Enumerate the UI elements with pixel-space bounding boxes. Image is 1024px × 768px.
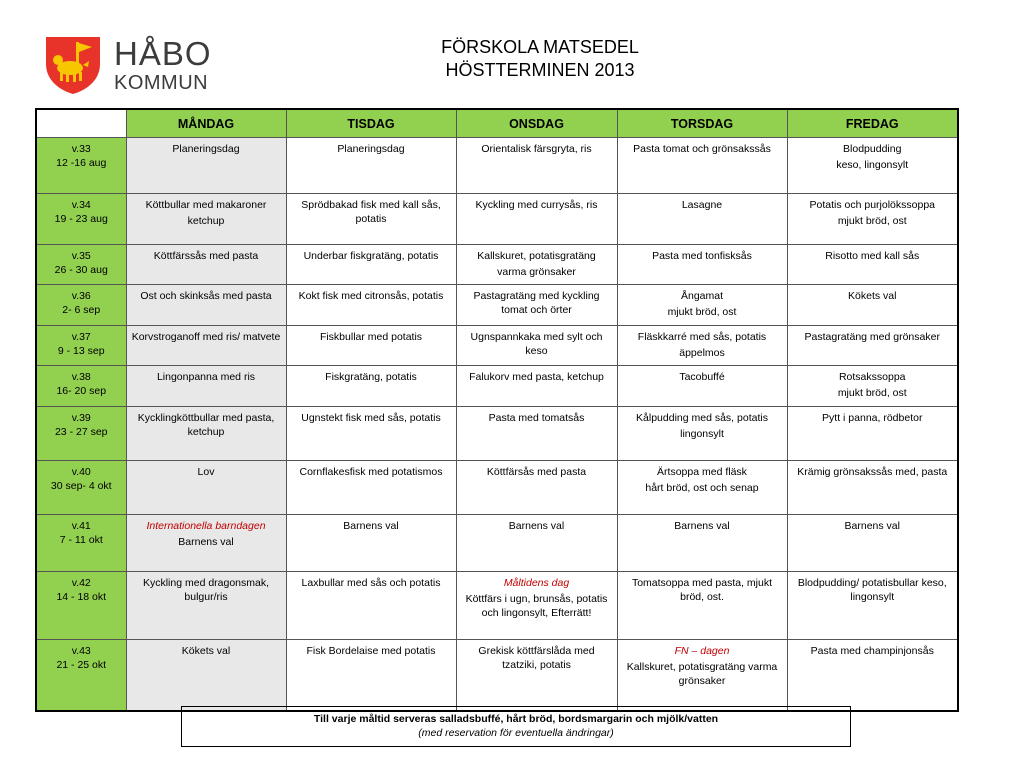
meal-cell <box>787 407 958 461</box>
meal-cell <box>617 245 787 285</box>
week-row <box>36 138 958 194</box>
meal-cell <box>787 461 958 515</box>
week-cell <box>36 640 126 711</box>
meal-cell <box>787 138 958 194</box>
week-dates: 14 - 18 okt <box>56 591 107 603</box>
meal-cell <box>787 640 958 711</box>
week-number: v.42 <box>71 577 91 589</box>
meal-cell <box>456 461 617 515</box>
meal-text: hårt bröd, ost och senap <box>645 482 759 494</box>
week-row <box>36 640 958 711</box>
day-header: TORSDAG <box>617 109 787 138</box>
meal-cell <box>456 326 617 366</box>
meal-text: mjukt bröd, ost <box>837 215 907 227</box>
meal-text: Pasta tomat och grönsakssås <box>633 143 771 155</box>
meal-text: Köttbullar med makaroner <box>145 199 267 211</box>
week-cell <box>36 285 126 326</box>
week-row <box>36 194 958 245</box>
meal-text: mjukt bröd, ost <box>837 387 907 399</box>
logo-name: HÅBO <box>114 35 212 72</box>
meal-text: Kökets val <box>848 290 897 302</box>
week-cell <box>36 326 126 366</box>
habo-kommun-logo <box>42 34 232 98</box>
header-row <box>36 109 958 138</box>
meal-text: Potatis och purjolökssoppa <box>809 199 935 211</box>
meal-cell <box>286 194 456 245</box>
meal-cell <box>456 515 617 572</box>
meal-cell <box>456 285 617 326</box>
meal-text: Kallskuret, potatisgratäng varma grönsaker <box>626 661 778 687</box>
meal-text: mjukt bröd, ost <box>667 306 737 318</box>
meal-cell <box>126 572 286 640</box>
meal-cell <box>787 572 958 640</box>
special-day-label: FN – dagen <box>674 645 730 657</box>
footer-line2: (med reservation för eventuella ändringar) <box>418 727 614 739</box>
meal-text: Underbar fiskgratäng, potatis <box>303 250 439 262</box>
menu-body <box>36 138 958 711</box>
week-number: v.43 <box>71 645 91 657</box>
week-number: v.33 <box>71 143 91 155</box>
meal-cell <box>787 194 958 245</box>
week-number: v.38 <box>71 371 91 383</box>
meal-text: Pasta med tonfisksås <box>652 250 752 262</box>
meal-text: Laxbullar med sås och potatis <box>301 577 441 589</box>
meal-cell <box>456 407 617 461</box>
meal-cell <box>456 245 617 285</box>
meal-text: Grekisk köttfärslåda med tzatziki, potatis <box>478 645 595 671</box>
meal-cell <box>126 640 286 711</box>
week-cell <box>36 407 126 461</box>
week-row <box>36 515 958 572</box>
week-cell <box>36 245 126 285</box>
meal-text: Barnens val <box>674 520 730 532</box>
meal-text: Barnens val <box>343 520 399 532</box>
meal-cell <box>617 461 787 515</box>
week-dates: 30 sep- 4 okt <box>50 480 112 492</box>
week-number: v.34 <box>71 199 91 211</box>
meal-cell <box>787 515 958 572</box>
corner-cell <box>36 109 126 138</box>
week-cell <box>36 572 126 640</box>
meal-text: Planeringsdag <box>172 143 240 155</box>
week-row <box>36 285 958 326</box>
week-number: v.41 <box>71 520 91 532</box>
meal-cell <box>126 245 286 285</box>
meal-text: lingonsylt <box>680 428 724 440</box>
title-line2: HÖSTTERMINEN 2013 <box>445 60 635 80</box>
meal-text: Krämig grönsakssås med, pasta <box>797 466 948 478</box>
meal-text: Lasagne <box>681 199 723 211</box>
meal-cell <box>126 285 286 326</box>
meal-text: Pasta med champinjonsås <box>810 645 934 657</box>
week-cell <box>36 138 126 194</box>
week-cell <box>36 194 126 245</box>
meal-cell <box>126 194 286 245</box>
meal-text: keso, lingonsylt <box>836 159 909 171</box>
meal-cell <box>126 138 286 194</box>
meal-text: Köttfärs i ugn, brunsås, potatis och lingonsylt, Efterrätt! <box>465 593 608 619</box>
meal-cell <box>286 407 456 461</box>
meal-text: Pastagratäng med grönsaker <box>804 331 940 343</box>
meal-cell <box>126 407 286 461</box>
meal-text: äppelmos <box>679 347 725 359</box>
meal-cell <box>286 245 456 285</box>
meal-text: Orientalisk färsgryta, ris <box>481 143 592 155</box>
day-header: MÅNDAG <box>126 109 286 138</box>
meal-text: Köttfärsås med pasta <box>486 466 587 478</box>
meal-cell <box>286 572 456 640</box>
week-row <box>36 245 958 285</box>
footer-line1: Till varje måltid serveras salladsbuffé, hårt bröd, bordsmargarin och mjölk/vatten <box>313 713 719 725</box>
meal-text: Fisk Bordelaise med potatis <box>306 645 436 657</box>
meal-cell <box>617 640 787 711</box>
meal-cell <box>286 285 456 326</box>
meal-text: Ärtsoppa med fläsk <box>657 466 747 478</box>
week-number: v.40 <box>71 466 91 478</box>
meal-text: ketchup <box>187 215 225 227</box>
meal-cell <box>286 326 456 366</box>
week-number: v.35 <box>71 250 91 262</box>
week-number: v.36 <box>71 290 91 302</box>
meal-cell <box>787 326 958 366</box>
meal-cell <box>126 366 286 407</box>
meal-cell <box>286 515 456 572</box>
week-row <box>36 366 958 407</box>
meal-text: Kycklingköttbullar med pasta, ketchup <box>137 412 275 438</box>
meal-cell <box>787 245 958 285</box>
week-dates: 9 - 13 sep <box>57 345 105 357</box>
meal-cell <box>126 461 286 515</box>
meal-text: Tomatsoppa med pasta, mjukt bröd, ost. <box>631 577 773 603</box>
meal-text: Pasta med tomatsås <box>488 412 585 424</box>
meal-text: Ost och skinksås med pasta <box>140 290 272 302</box>
week-dates: 16- 20 sep <box>56 385 107 397</box>
day-header: TISDAG <box>286 109 456 138</box>
meal-text: Barnens val <box>844 520 900 532</box>
meal-cell <box>617 194 787 245</box>
week-row <box>36 407 958 461</box>
meal-cell <box>617 285 787 326</box>
meal-cell <box>787 366 958 407</box>
week-dates: 12 -16 aug <box>56 157 107 169</box>
meal-cell <box>617 515 787 572</box>
meal-text: Pytt i panna, rödbetor <box>822 412 923 424</box>
meal-text: Blodpudding/ potatisbullar keso, lingonsylt <box>797 577 947 603</box>
meal-cell <box>286 461 456 515</box>
meal-text: Kyckling med currysås, ris <box>475 199 598 211</box>
habo-shield-icon <box>42 34 104 96</box>
page-title <box>340 36 740 82</box>
week-row <box>36 461 958 515</box>
meal-cell <box>126 515 286 572</box>
week-number: v.37 <box>71 331 91 343</box>
meal-cell <box>617 138 787 194</box>
meal-text: Rotsakssoppa <box>838 371 906 383</box>
meal-text: Barnens val <box>508 520 565 532</box>
meal-text: Lov <box>197 466 215 478</box>
footer-note <box>181 706 851 747</box>
meal-text: Ugnstekt fisk med sås, potatis <box>301 412 441 424</box>
week-dates: 19 - 23 aug <box>54 213 108 225</box>
meal-cell <box>286 640 456 711</box>
meal-text: Falukorv med pasta, ketchup <box>469 371 604 383</box>
week-dates: 23 - 27 sep <box>54 426 108 438</box>
logo-sub: KOMMUN <box>114 72 209 94</box>
meal-text: Blodpudding <box>843 143 902 155</box>
week-dates: 21 - 25 okt <box>56 659 107 671</box>
week-dates: 7 - 11 okt <box>59 534 103 546</box>
week-row <box>36 572 958 640</box>
meal-cell <box>456 572 617 640</box>
meal-text: Fläskkarré med sås, potatis <box>637 331 767 343</box>
week-row <box>36 326 958 366</box>
day-header: ONSDAG <box>456 109 617 138</box>
meal-cell <box>286 138 456 194</box>
meal-text: Fiskgratäng, potatis <box>325 371 417 383</box>
meal-text: Kålpudding med sås, potatis <box>636 412 768 424</box>
week-cell <box>36 515 126 572</box>
meal-cell <box>126 326 286 366</box>
special-day-label: Internationella barndagen <box>146 520 266 532</box>
week-dates: 2- 6 sep <box>62 304 101 316</box>
meal-cell <box>617 572 787 640</box>
meal-text: Ångamat <box>680 290 724 302</box>
week-dates: 26 - 30 aug <box>54 264 108 276</box>
meal-cell <box>787 285 958 326</box>
meal-text: Planeringsdag <box>337 143 405 155</box>
meal-text: Barnens val <box>178 536 234 548</box>
meal-text: Risotto med kall sås <box>825 250 920 262</box>
meal-cell <box>617 407 787 461</box>
meal-text: Pastagratäng med kyckling tomat och örter <box>473 290 600 316</box>
meal-text: Kokt fisk med citronsås, potatis <box>298 290 444 302</box>
week-cell <box>36 461 126 515</box>
meal-text: Tacobuffé <box>679 371 725 383</box>
meal-cell <box>456 194 617 245</box>
meal-text: Cornflakesfisk med potatismos <box>299 466 443 478</box>
meal-text: Korvstroganoff med ris/ matvete <box>131 331 281 343</box>
meal-text: Fiskbullar med potatis <box>319 331 423 343</box>
meal-cell <box>456 366 617 407</box>
special-day-label: Måltidens dag <box>503 577 570 589</box>
meal-text: Ugnspannkaka med sylt och keso <box>470 331 603 357</box>
meal-cell <box>456 138 617 194</box>
meal-text: Kallskuret, potatisgratäng <box>477 250 596 262</box>
meal-cell <box>286 366 456 407</box>
meal-cell <box>456 640 617 711</box>
meal-cell <box>617 366 787 407</box>
meal-text: Kyckling med dragonsmak, bulgur/ris <box>142 577 270 603</box>
meal-text: Lingonpanna med ris <box>156 371 256 383</box>
meal-text: Kökets val <box>181 645 231 657</box>
title-line1: FÖRSKOLA MATSEDEL <box>441 37 639 57</box>
week-number: v.39 <box>71 412 91 424</box>
day-header: FREDAG <box>787 109 958 138</box>
meal-text: Köttfärssås med pasta <box>153 250 259 262</box>
meal-cell <box>617 326 787 366</box>
week-cell <box>36 366 126 407</box>
meal-text: Sprödbakad fisk med kall sås, potatis <box>301 199 441 225</box>
meal-text: varma grönsaker <box>497 266 576 278</box>
menu-table <box>35 108 959 712</box>
